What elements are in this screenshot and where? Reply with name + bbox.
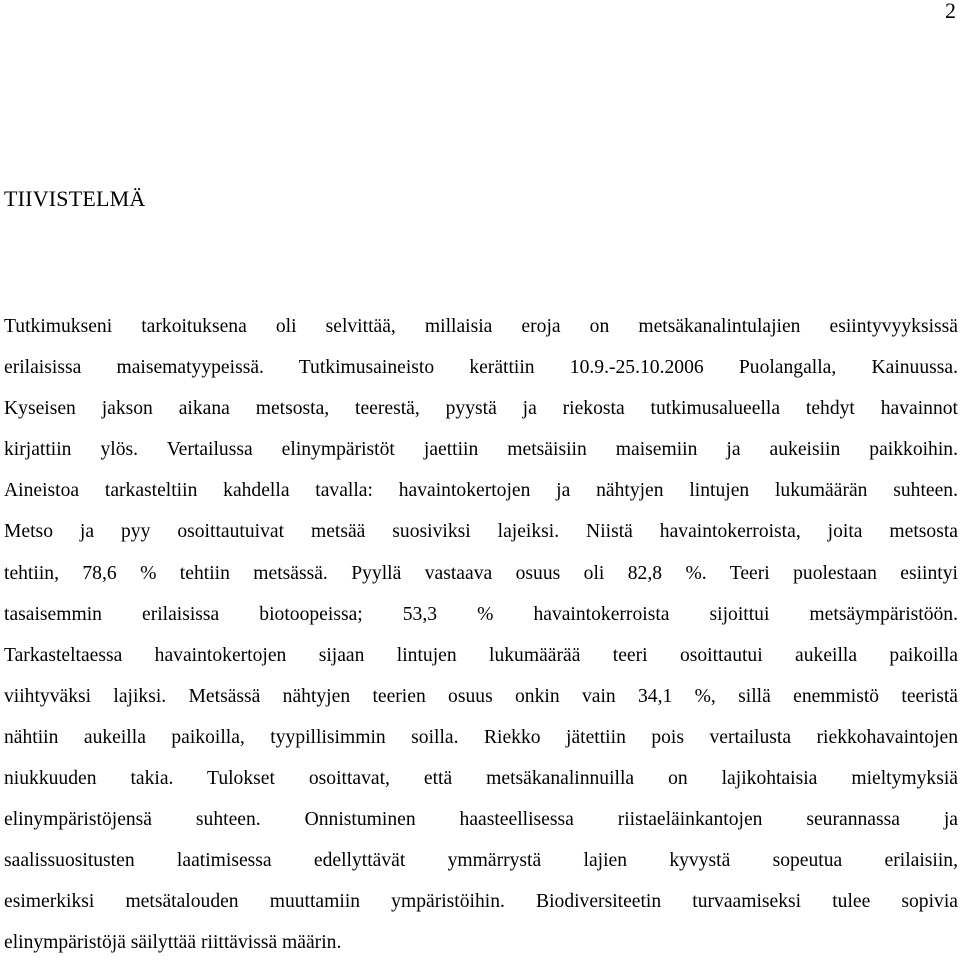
abstract-line: Kyseisen jakson aikana metsosta, teerestä, pyystä ja riekosta tutkimusalueella tehdyt havainnot xyxy=(4,398,958,420)
abstract-line: niukkuuden takia. Tulokset osoittavat, että metsäkanalinnuilla on lajikohtaisia mieltymyksiä xyxy=(4,768,958,790)
abstract-line: Aineistoa tarkasteltiin kahdella tavalla: havaintokertojen ja nähtyjen lintujen lukumäärän suhteen. xyxy=(4,480,958,502)
abstract-paragraph xyxy=(4,306,958,964)
abstract-line: kirjattiin ylös. Vertailussa elinympäristöt jaettiin metsäisiin maisemiin ja aukeisiin paikkoihin. xyxy=(4,439,958,461)
abstract-line: erilaisissa maisematyypeissä. Tutkimusaineisto kerättiin 10.9.-25.10.2006 Puolangalla, Kainuussa. xyxy=(4,357,958,379)
abstract-line: viihtyväksi lajiksi. Metsässä nähtyjen teerien osuus onkin vain 34,1 %, sillä enemmistö teeristä xyxy=(4,685,958,707)
abstract-line: elinympäristöjä säilyttää riittävissä määrin. xyxy=(4,932,342,954)
abstract-line: tasaisemmin erilaisissa biotoopeissa; 53,3 % havaintokerroista sijoittui metsäympäristöön. xyxy=(4,603,958,625)
abstract-line: tehtiin, 78,6 % tehtiin metsässä. Pyyllä vastaava osuus oli 82,8 %. Teeri puolestaan esiintyi xyxy=(4,562,958,584)
section-heading: TIIVISTELMÄ xyxy=(4,186,146,211)
abstract-line: Tarkasteltaessa havaintokertojen sijaan lintujen lukumäärää teeri osoittautui aukeilla paikoilla xyxy=(4,644,958,666)
abstract-line: Metso ja pyy osoittautuivat metsää suosiviksi lajeiksi. Niistä havaintokerroista, joita metsosta xyxy=(4,521,958,543)
page-number: 2 xyxy=(945,0,956,23)
abstract-line: nähtiin aukeilla paikoilla, tyypillisimmin soilla. Riekko jätettiin pois vertailusta riekkohavaintojen xyxy=(4,726,958,748)
abstract-line: esimerkiksi metsätalouden muuttamiin ympäristöihin. Biodiversiteetin turvaamiseksi tulee sopivia xyxy=(4,891,958,913)
abstract-line: saalissuositusten laatimisessa edellyttävät ymmärrystä lajien kyvystä sopeutua erilaisiin, xyxy=(4,850,958,872)
abstract-line: Tutkimukseni tarkoituksena oli selvittää, millaisia eroja on metsäkanalintulajien esiintyvyyksissä xyxy=(4,316,958,337)
abstract-line: elinympäristöjensä suhteen. Onnistuminen haasteellisessa riistaeläinkantojen seurannassa ja xyxy=(4,809,958,831)
